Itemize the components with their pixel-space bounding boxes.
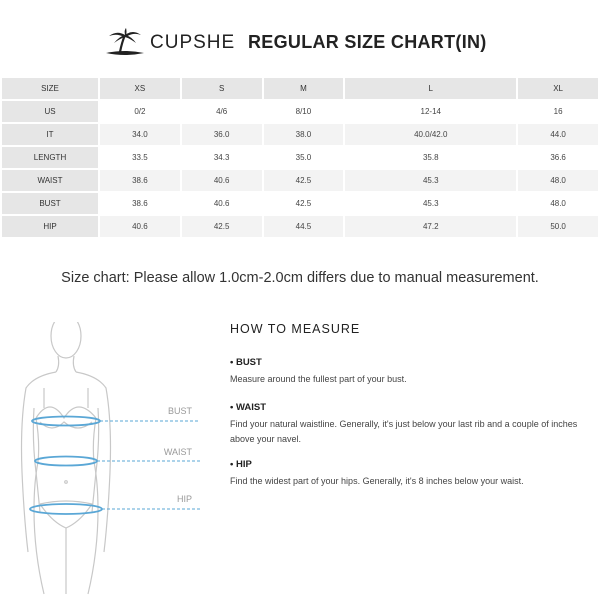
table-cell: 35.0 [264,147,344,168]
table-row [2,216,598,237]
table-cell: 0/2 [100,101,180,122]
hip-label: HIP [176,494,192,504]
size-chart-table [0,76,600,239]
table-row [2,170,598,191]
size-header-s: S [182,78,262,99]
table-cell: 35.8 [345,147,516,168]
hip-description: Find the widest part of your hips. Generally, it's 8 inches below your waist. [230,476,524,486]
table-cell: 47.2 [345,216,516,237]
row-label: LENGTH [2,147,98,168]
waist-measure-line [35,457,200,466]
body-measurement-figure [0,322,210,600]
table-cell: 44.5 [264,216,344,237]
bust-measure-line [32,417,200,426]
table-cell: 45.3 [345,170,516,191]
table-cell: 33.5 [100,147,180,168]
brand-name: CUPSHE [150,32,236,53]
table-cell: 34.3 [182,147,262,168]
table-row [2,101,598,122]
size-header-m: M [264,78,344,99]
measurement-note: Size chart: Please allow 1.0cm-2.0cm differs due to manual measurement. [61,270,539,286]
page-title: REGULAR SIZE CHART(IN) [248,32,487,52]
table-cell: 8/10 [264,101,344,122]
row-label: WAIST [2,170,98,191]
table-cell: 40.0/42.0 [345,124,516,145]
table-corner-cell: SIZE [2,78,98,99]
table-cell: 44.0 [518,124,598,145]
table-cell: 40.6 [182,193,262,214]
table-row [2,147,598,168]
table-header-row [2,78,598,99]
bust-heading: • BUST [230,357,262,368]
row-label: HIP [2,216,98,237]
table-cell: 4/6 [182,101,262,122]
table-cell: 38.0 [264,124,344,145]
size-header-l: L [345,78,516,99]
table-row [2,193,598,214]
table-cell: 38.6 [100,193,180,214]
bust-description: Measure around the fullest part of your bust. [230,374,407,384]
table-cell: 36.6 [518,147,598,168]
table-cell: 36.0 [182,124,262,145]
row-label: US [2,101,98,122]
how-to-measure-section [230,322,600,486]
table-cell: 50.0 [518,216,598,237]
table-cell: 34.0 [100,124,180,145]
table-cell: 45.3 [345,193,516,214]
table-cell: 38.6 [100,170,180,191]
waist-label: WAIST [163,447,192,457]
table-cell: 48.0 [518,170,598,191]
waist-heading: • WAIST [230,402,267,413]
how-to-measure-title: HOW TO MEASURE [230,322,361,336]
table-cell: 40.6 [100,216,180,237]
table-cell: 42.5 [264,193,344,214]
row-label: IT [2,124,98,145]
size-header-xs: XS [100,78,180,99]
table-cell: 16 [518,101,598,122]
table-row [2,124,598,145]
hip-heading: • HIP [230,459,252,470]
table-cell: 12-14 [345,101,516,122]
body-outline [22,322,111,594]
header [0,24,600,64]
bust-label: BUST [167,406,192,416]
size-header-xl: XL [518,78,598,99]
row-label: BUST [2,193,98,214]
table-cell: 40.6 [182,170,262,191]
hip-measure-line [30,504,200,514]
table-cell: 42.5 [264,170,344,191]
waist-description: Find your natural waistline. Generally, it's just below your last rib and a couple of inches above your navel. [230,419,578,444]
table-cell: 42.5 [182,216,262,237]
palm-tree-logo-icon [104,28,146,58]
table-cell: 48.0 [518,193,598,214]
